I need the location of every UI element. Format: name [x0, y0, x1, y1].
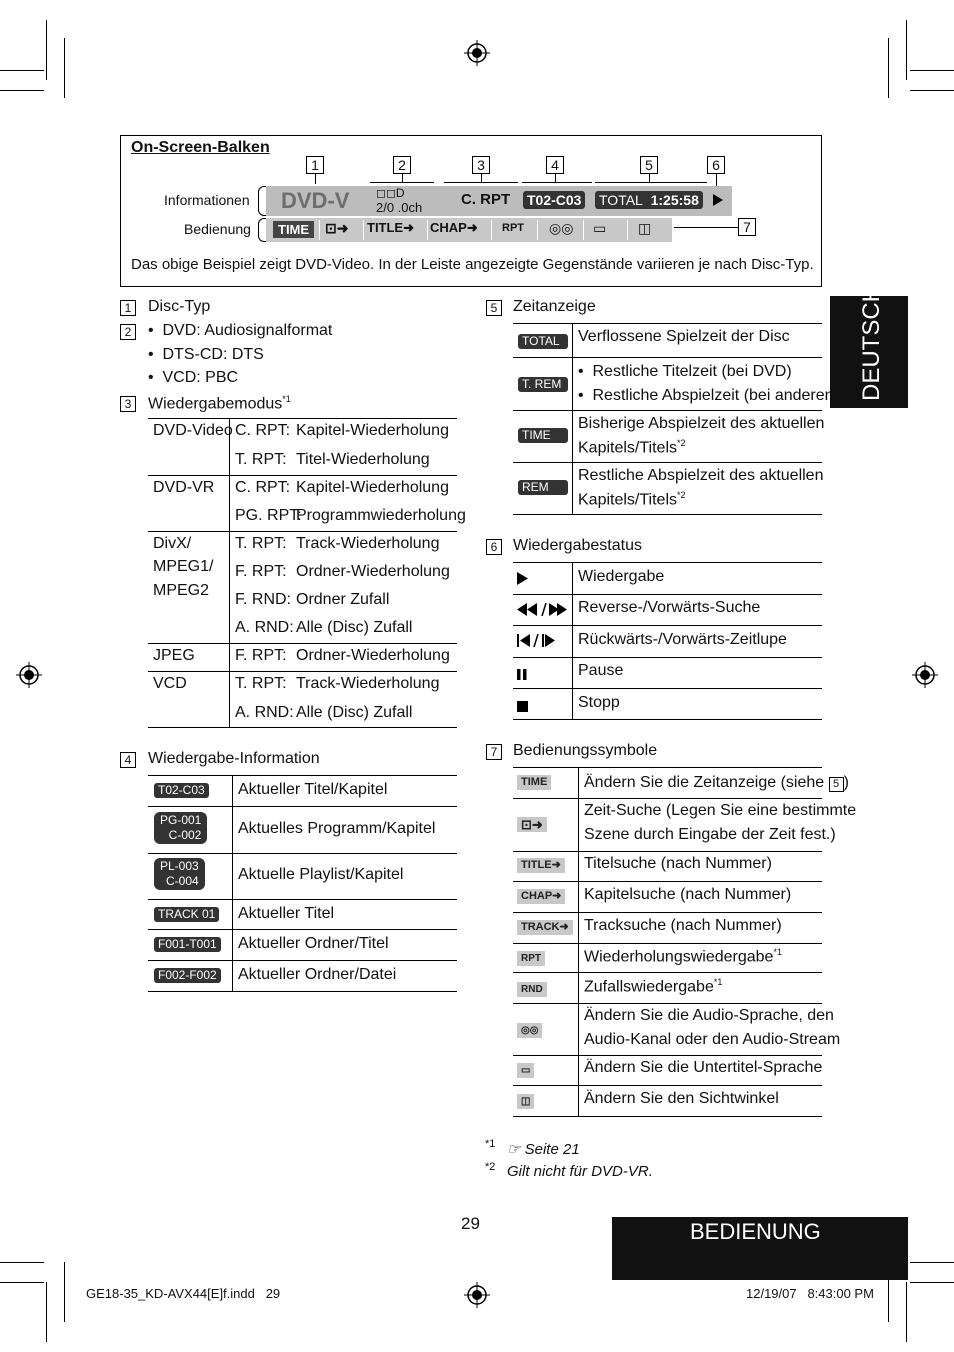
search-icon — [517, 603, 567, 616]
table-cell: Titel-Wiederholung — [296, 451, 430, 468]
table-cell: MPEG2 — [153, 582, 210, 599]
section-6-label: Wiedergabestatus — [513, 537, 642, 554]
table-cell: Bisherige Abspielzeit des aktuellen — [578, 415, 825, 432]
table-cell: Wiederholungswiedergabe$^{*1}$ — [584, 947, 782, 966]
slug-filename: GE18-35_KD-AVX44[E]f.indd 29 — [86, 1286, 281, 1301]
time-search-icon: ⊡➜ — [517, 817, 547, 832]
callout-6: 6 — [707, 156, 725, 174]
osd-box — [120, 135, 822, 287]
table-cell: VCD — [153, 675, 187, 692]
pause-icon — [517, 669, 527, 680]
language-tab-label: DEUTSCH — [858, 284, 885, 401]
section-5-label: Zeitanzeige — [513, 298, 596, 315]
table-cell: Aktuelles Programm/Kapitel — [238, 820, 436, 837]
section-1-number: 1 — [120, 300, 136, 316]
ctrl-audio-icon[interactable]: ◎◎ — [549, 220, 574, 236]
table-cell: Rückwärts-/Vorwärts-Zeitlupe — [578, 631, 787, 648]
title-search-icon: TITLE➜ — [517, 858, 565, 873]
table-cell: Ordner-Wiederholung — [296, 647, 450, 664]
ctrl-rpt[interactable]: RPT — [502, 222, 524, 234]
table-cell: Track-Wiederholung — [296, 675, 440, 692]
table-cell: Kapitel-Wiederholung — [296, 422, 449, 439]
table-cell: DVD-VR — [153, 479, 215, 496]
callout-5: 5 — [640, 156, 658, 174]
stop-icon — [517, 701, 528, 712]
table-cell: Programmwiederholung — [296, 507, 466, 524]
time-badge: TOTAL — [518, 334, 568, 349]
info-badge: F001-T001 — [154, 937, 221, 952]
slug-timestamp: 12/19/07 8:43:00 PM — [746, 1286, 874, 1301]
track-search-icon: TRACK➜ — [517, 920, 573, 935]
info-badge: T02-C03 — [154, 783, 209, 798]
table-cell: • Restliche Titelzeit (bei DVD) — [578, 363, 792, 380]
callout-2: 2 — [393, 156, 411, 174]
ctrl-time-search-icon[interactable]: ⊡➜ — [325, 220, 349, 236]
total-time-badge: TOTAL 1:25:58 — [595, 191, 703, 209]
chapter-search-icon: CHAP➜ — [517, 889, 565, 904]
table-cell: A. RND: — [235, 619, 294, 636]
section-2-number: 2 — [120, 324, 136, 340]
table-cell: C. RPT: — [235, 479, 291, 496]
table-cell: Tracksuche (nach Nummer) — [584, 917, 782, 934]
info-badge: TRACK 01 — [154, 907, 219, 922]
table-cell: Aktueller Titel — [238, 905, 335, 922]
table-cell: F. RND: — [235, 591, 291, 608]
table-cell: JPEG — [153, 647, 195, 664]
section-2-item: • DTS-CD: DTS — [148, 346, 264, 363]
table-cell: Ändern Sie die Zeitanzeige (siehe 5 ) — [584, 774, 849, 791]
table-cell: Ordner Zufall — [296, 591, 390, 608]
repeat-icon: RPT — [517, 951, 545, 966]
info-badge: PL-003 C-004 — [154, 858, 205, 890]
table-cell: Verflossene Spielzeit der Disc — [578, 328, 790, 345]
registration-mark-icon — [912, 662, 938, 688]
table-cell: Ändern Sie die Untertitel-Sprache — [584, 1059, 823, 1076]
label-informationen: Informationen — [164, 192, 250, 208]
registration-mark-icon — [464, 40, 490, 66]
table-cell: T. RPT: — [235, 675, 287, 692]
table-cell: MPEG1/ — [153, 558, 214, 575]
time-badge: REM — [518, 480, 568, 495]
table-cell: Aktueller Titel/Kapitel — [238, 781, 388, 798]
subtitle-icon: ▭ — [517, 1063, 534, 1078]
play-icon — [517, 572, 528, 585]
callout-7: 7 — [738, 218, 756, 236]
section-3-label: Wiedergabemodus$^{*1}$ — [148, 394, 291, 413]
table-cell: Zufallswiedergabe$^{*1}$ — [584, 977, 723, 996]
angle-icon: ◫ — [517, 1094, 534, 1109]
section-2-item: • DVD: Audiosignalformat — [148, 322, 333, 339]
table-cell: • Restliche Abspielzeit (bei anderen) — [578, 387, 839, 404]
table-cell: Aktueller Ordner/Titel — [238, 935, 389, 952]
table-cell: PG. RPT: — [235, 507, 302, 524]
table-cell: Zeit-Suche (Legen Sie eine bestimmte — [584, 802, 857, 819]
section-3-number: 3 — [120, 396, 136, 412]
table-cell: Ordner-Wiederholung — [296, 563, 450, 580]
callout-4: 4 — [546, 156, 564, 174]
footnote-mark: *2 — [485, 1161, 496, 1173]
footnote-mark: *1 — [485, 1138, 496, 1150]
info-badge: F002-F002 — [154, 968, 221, 983]
table-cell: Alle (Disc) Zufall — [296, 619, 413, 636]
table-cell: Ändern Sie den Sichtwinkel — [584, 1090, 779, 1107]
slow-icon — [517, 634, 559, 647]
title-chapter-badge: T02-C03 — [523, 191, 585, 209]
osd-box-title: On-Screen-Balken — [131, 139, 270, 156]
time-badge: TIME — [518, 428, 568, 443]
audio-icon: ◎◎ — [517, 1023, 542, 1038]
section-7-number: 7 — [486, 744, 502, 760]
footnote-text: ☞ Seite 21 — [507, 1141, 580, 1158]
section-6-number: 6 — [486, 539, 502, 555]
audio-format-line2: 2/0 .0ch — [376, 200, 423, 215]
section-tab-label: BEDIENUNG — [690, 1219, 821, 1244]
section-1-label: Disc-Typ — [148, 298, 211, 315]
table-cell: Kapitels/Titels$^{*2}$ — [578, 438, 686, 457]
table-cell: Kapitel-Wiederholung — [296, 479, 449, 496]
table-cell: C. RPT: — [235, 422, 291, 439]
table-cell: Szene durch Eingabe der Zeit fest.) — [584, 826, 836, 843]
table-cell: Aktueller Ordner/Datei — [238, 966, 397, 983]
table-cell: Ändern Sie die Audio-Sprache, den — [584, 1007, 834, 1024]
registration-mark-icon — [464, 1282, 490, 1308]
table-cell: Alle (Disc) Zufall — [296, 704, 413, 721]
table-cell: Kapitelsuche (nach Nummer) — [584, 886, 792, 903]
table-cell: DVD-Video — [153, 422, 233, 439]
disc-type: DVD-V — [281, 188, 350, 213]
time-icon: TIME — [517, 775, 551, 790]
time-badge: T. REM — [518, 377, 568, 392]
callout-3: 3 — [472, 156, 490, 174]
section-7-label: Bedienungssymbole — [513, 742, 658, 759]
osd-note: Das obige Beispiel zeigt DVD-Video. In der Leiste angezeigte Gegenstände variieren je nach Disc-Typ. — [131, 256, 814, 273]
audio-format-line1: ◻◻D — [376, 186, 405, 200]
section-4-number: 4 — [120, 752, 136, 768]
callout-1: 1 — [306, 156, 324, 174]
table-cell: Wiedergabe — [578, 568, 665, 585]
table-cell: Reverse-/Vorwärts-Suche — [578, 599, 761, 616]
table-cell: Restliche Abspielzeit des aktuellen — [578, 467, 824, 484]
ctrl-angle-icon[interactable]: ◫ — [638, 220, 652, 236]
page-number: 29 — [461, 1214, 480, 1233]
ctrl-time[interactable]: TIME — [273, 221, 314, 238]
table-cell: T. RPT: — [235, 451, 287, 468]
table-cell: Titelsuche (nach Nummer) — [584, 855, 772, 872]
registration-mark-icon — [16, 662, 42, 688]
ctrl-subtitle-icon[interactable]: ▭ — [593, 220, 607, 236]
footnote-text: Gilt nicht für DVD-VR. — [507, 1163, 653, 1180]
table-cell: A. RND: — [235, 704, 294, 721]
table-cell: Aktuelle Playlist/Kapitel — [238, 866, 404, 883]
table-cell: Track-Wiederholung — [296, 535, 440, 552]
table-cell: Audio-Kanal oder den Audio-Stream — [584, 1031, 841, 1048]
section-4-label: Wiedergabe-Information — [148, 750, 320, 767]
table-cell: Stopp — [578, 694, 620, 711]
info-badge: PG-001 C-002 — [154, 812, 207, 844]
table-cell: Pause — [578, 662, 624, 679]
play-icon — [713, 194, 723, 206]
section-5-number: 5 — [486, 300, 502, 316]
section-2-item: • VCD: PBC — [148, 369, 239, 386]
table-cell: T. RPT: — [235, 535, 287, 552]
table-cell: DivX/ — [153, 535, 192, 552]
table-cell: F. RPT: — [235, 647, 287, 664]
label-bedienung: Bedienung — [184, 221, 251, 237]
ctrl-chap[interactable]: CHAP➜ — [430, 220, 478, 235]
repeat-mode: C. RPT — [461, 191, 511, 208]
ctrl-title[interactable]: TITLE➜ — [367, 220, 415, 235]
table-cell: Kapitels/Titels$^{*2}$ — [578, 490, 686, 509]
random-icon: RND — [517, 982, 547, 997]
table-cell: F. RPT: — [235, 563, 287, 580]
